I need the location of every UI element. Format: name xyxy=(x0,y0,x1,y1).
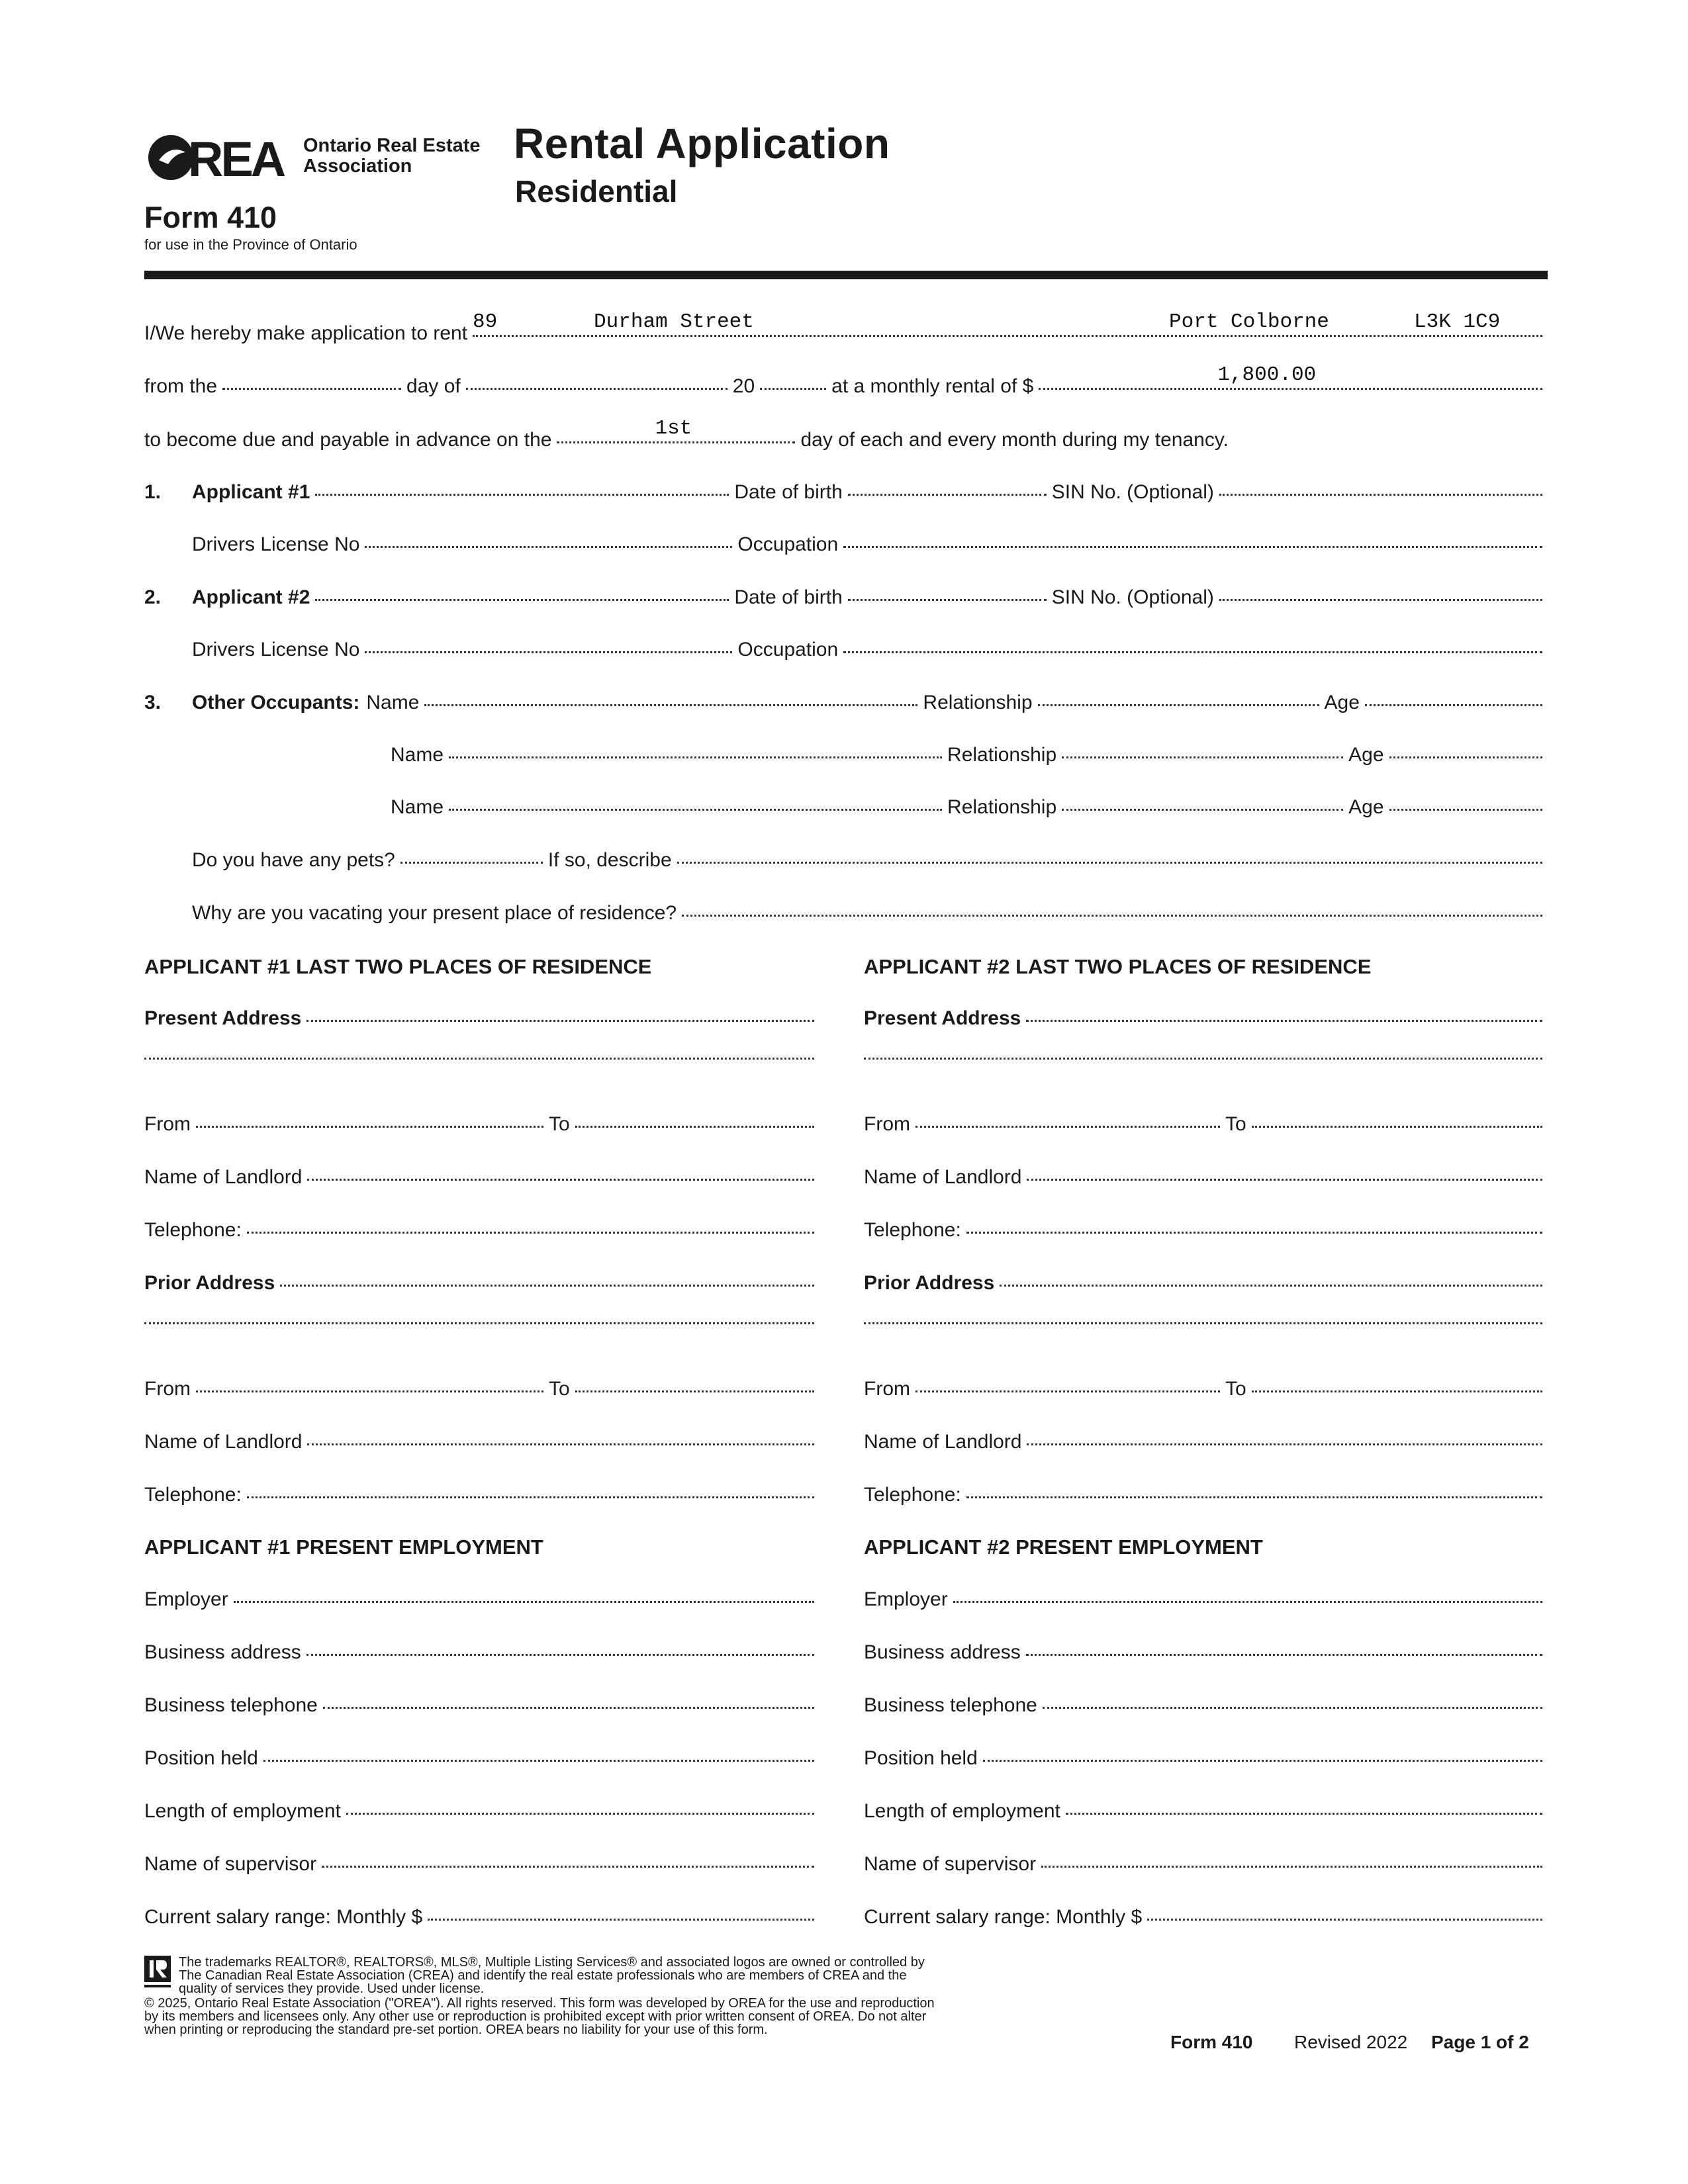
a2-present-address-row xyxy=(864,1007,1548,1030)
name-label: Name xyxy=(391,796,444,818)
a2-prior-landlord-field[interactable] xyxy=(1027,1443,1542,1445)
copyright-line: when printing or reproducing the standard pre-set portion. OREA bears no liability for your use of this form. xyxy=(144,2023,768,2037)
a2-business-address-field[interactable] xyxy=(1026,1654,1542,1656)
a1-prior-address-field[interactable] xyxy=(280,1285,814,1287)
a2-present-telephone-row xyxy=(864,1219,1548,1242)
telephone-label: Telephone: xyxy=(144,1484,242,1506)
trademark-line: quality of services they provide. Used under license. xyxy=(179,1981,485,1996)
a2-present-address-line2 xyxy=(864,1060,1548,1062)
rent-amount-value: 1,800.00 xyxy=(1217,363,1317,387)
a1-prior-landlord-row xyxy=(144,1431,820,1453)
length-label: Length of employment xyxy=(864,1800,1060,1822)
a1-length-field[interactable] xyxy=(346,1813,814,1815)
age-label: Age xyxy=(1348,796,1384,818)
year-field[interactable] xyxy=(760,388,826,390)
name-label: Name xyxy=(366,692,420,713)
a1-employer-field[interactable] xyxy=(234,1601,814,1603)
relationship-label: Relationship xyxy=(947,796,1057,818)
address-number-value: 89 xyxy=(473,310,498,334)
applicant1-residence-heading: APPLICANT #1 LAST TWO PLACES OF RESIDENCE xyxy=(144,955,652,978)
applicant2-name-field[interactable] xyxy=(315,599,729,601)
sin-label: SIN No. (Optional) xyxy=(1051,586,1214,608)
a2-salary-field[interactable] xyxy=(1147,1919,1542,1921)
applicant1-license-row xyxy=(192,533,1548,556)
applicant2-row xyxy=(144,586,1548,609)
a1-salary-row xyxy=(144,1906,820,1929)
length-label: Length of employment xyxy=(144,1800,341,1822)
footer-revised: Revised 2022 xyxy=(1294,2032,1408,2052)
occupant3-relationship-field[interactable] xyxy=(1062,809,1343,811)
to-label: To xyxy=(1225,1378,1246,1400)
pets-question-label: Do you have any pets? xyxy=(192,849,395,871)
due-day-field[interactable] xyxy=(557,417,795,443)
copyright-notice xyxy=(144,1997,1098,2036)
applicant1-occupation-field[interactable] xyxy=(843,546,1542,548)
telephone-label: Telephone: xyxy=(144,1219,242,1241)
org-name: Ontario Real Estate Association xyxy=(303,135,481,177)
a2-supervisor-field[interactable] xyxy=(1041,1866,1542,1868)
a1-business-address-field[interactable] xyxy=(306,1654,814,1656)
item-number: 2. xyxy=(144,586,162,608)
rent-amount-field[interactable] xyxy=(1039,363,1542,390)
page-subtitle: Residential xyxy=(515,174,678,208)
to-label: To xyxy=(1225,1113,1246,1135)
orea-logo xyxy=(144,126,297,184)
a2-business-address-row xyxy=(864,1641,1548,1664)
sin-label: SIN No. (Optional) xyxy=(1051,481,1214,503)
a2-business-telephone-field[interactable] xyxy=(1043,1707,1542,1709)
age-label: Age xyxy=(1324,692,1360,713)
a1-business-telephone-field[interactable] xyxy=(323,1707,814,1709)
a1-present-address-field[interactable] xyxy=(306,1020,814,1022)
applicant2-label: Applicant #2 xyxy=(192,586,310,608)
license-label: Drivers License No xyxy=(192,533,360,555)
occupant2-name-field[interactable] xyxy=(449,756,942,758)
a2-prior-address-row xyxy=(864,1272,1548,1295)
applicant2-employment-heading: APPLICANT #2 PRESENT EMPLOYMENT xyxy=(864,1535,1263,1559)
license-label: Drivers License No xyxy=(192,639,360,660)
a1-supervisor-field[interactable] xyxy=(322,1866,814,1868)
a1-present-address-field-2[interactable] xyxy=(144,1058,814,1060)
to-label: To xyxy=(549,1113,570,1135)
employer-label: Employer xyxy=(144,1588,228,1610)
due-suffix-label: day of each and every month during my tenancy. xyxy=(800,429,1229,451)
age-label: Age xyxy=(1348,744,1384,766)
due-day-value: 1st xyxy=(655,417,692,440)
svg-text:REA: REA xyxy=(188,132,284,184)
a1-prior-from-field[interactable] xyxy=(196,1390,543,1392)
realtor-logo-icon xyxy=(144,1956,171,1990)
telephone-label: Telephone: xyxy=(864,1219,961,1241)
a1-business-telephone-row xyxy=(144,1694,820,1717)
applicant1-row xyxy=(144,481,1548,504)
a2-prior-address-line2 xyxy=(864,1325,1548,1327)
a1-present-landlord-field[interactable] xyxy=(307,1179,814,1181)
occupant3-name-field[interactable] xyxy=(449,809,942,811)
a1-present-to-field[interactable] xyxy=(575,1126,814,1128)
supervisor-label: Name of supervisor xyxy=(864,1853,1037,1875)
applicant2-sin-field[interactable] xyxy=(1219,599,1542,601)
a1-present-address-line2 xyxy=(144,1060,820,1062)
a2-prior-dates-row xyxy=(864,1378,1548,1400)
a2-salary-row xyxy=(864,1906,1548,1929)
occupant2-relationship-field[interactable] xyxy=(1062,756,1343,758)
a2-present-landlord-row xyxy=(864,1166,1548,1189)
a1-present-telephone-row xyxy=(144,1219,820,1242)
business-address-label: Business address xyxy=(864,1641,1021,1663)
salary-label: Current salary range: Monthly $ xyxy=(144,1906,423,1928)
page-title: Rental Application xyxy=(514,120,890,167)
a2-present-address-field-2[interactable] xyxy=(864,1058,1542,1060)
header-rule xyxy=(144,271,1548,279)
a2-employer-field[interactable] xyxy=(953,1601,1542,1603)
dob-label: Date of birth xyxy=(734,481,843,503)
year-label: 20 xyxy=(732,375,755,397)
to-label: To xyxy=(549,1378,570,1400)
a2-prior-telephone-row xyxy=(864,1484,1548,1506)
from-day-field[interactable] xyxy=(222,388,401,390)
a1-prior-dates-row xyxy=(144,1378,820,1400)
name-label: Name xyxy=(391,744,444,766)
from-label: From xyxy=(144,1378,191,1400)
a2-present-from-field[interactable] xyxy=(915,1126,1220,1128)
rental-period-row xyxy=(144,363,1548,398)
applicant1-employment-heading: APPLICANT #1 PRESENT EMPLOYMENT xyxy=(144,1535,543,1559)
a1-present-landlord-row xyxy=(144,1166,820,1189)
dob-label: Date of birth xyxy=(734,586,843,608)
a2-business-telephone-row xyxy=(864,1694,1548,1717)
a2-prior-to-field[interactable] xyxy=(1252,1390,1542,1392)
a2-present-telephone-field[interactable] xyxy=(966,1232,1542,1234)
landlord-label: Name of Landlord xyxy=(864,1166,1022,1188)
rent-address-field[interactable] xyxy=(473,310,1542,337)
occupant3-age-field[interactable] xyxy=(1389,809,1542,811)
a2-length-field[interactable] xyxy=(1066,1813,1542,1815)
prior-address-label: Prior Address xyxy=(864,1272,995,1294)
a2-present-to-field[interactable] xyxy=(1252,1126,1542,1128)
applicant2-dob-field[interactable] xyxy=(848,599,1047,601)
a2-length-row xyxy=(864,1800,1548,1823)
applicant1-license-field[interactable] xyxy=(365,546,732,548)
vacating-row xyxy=(192,902,1548,925)
due-date-row xyxy=(144,417,1229,451)
occupant-row-2 xyxy=(391,744,1548,766)
address-street-value: Durham Street xyxy=(594,310,754,334)
vacating-field[interactable] xyxy=(682,915,1542,917)
from-label: From xyxy=(144,1113,191,1135)
a2-prior-telephone-field[interactable] xyxy=(966,1496,1542,1498)
a1-prior-address-row xyxy=(144,1272,820,1295)
a1-prior-telephone-field[interactable] xyxy=(247,1496,814,1498)
a2-employer-row xyxy=(864,1588,1548,1611)
a2-prior-address-field-2[interactable] xyxy=(864,1322,1542,1324)
applicant2-residence-heading: APPLICANT #2 LAST TWO PLACES OF RESIDENCE xyxy=(864,955,1372,978)
a1-prior-landlord-field[interactable] xyxy=(307,1443,814,1445)
applicant1-name-field[interactable] xyxy=(315,494,729,496)
trademark-line: The Canadian Real Estate Association (CREA) and identify the real estate professionals who are members of CREA and the xyxy=(179,1968,907,1983)
business-telephone-label: Business telephone xyxy=(144,1694,318,1716)
relationship-label: Relationship xyxy=(947,744,1057,766)
other-occupants-label: Other Occupants: xyxy=(192,692,360,713)
a1-prior-telephone-row xyxy=(144,1484,820,1506)
present-address-label: Present Address xyxy=(144,1007,302,1029)
a1-business-address-row xyxy=(144,1641,820,1664)
a2-prior-address-field[interactable] xyxy=(1000,1285,1542,1287)
footer-form-number: Form 410 xyxy=(1170,2032,1253,2052)
form-subtitle: for use in the Province of Ontario xyxy=(144,236,357,253)
position-label: Position held xyxy=(864,1747,978,1769)
a1-salary-field[interactable] xyxy=(428,1919,814,1921)
from-label: From xyxy=(864,1378,910,1400)
landlord-label: Name of Landlord xyxy=(144,1166,303,1188)
vacating-label: Why are you vacating your present place of residence? xyxy=(192,902,677,924)
a2-present-address-field[interactable] xyxy=(1026,1020,1542,1022)
applicant2-occupation-field[interactable] xyxy=(843,651,1542,653)
relationship-label: Relationship xyxy=(923,692,1033,713)
a2-present-dates-row xyxy=(864,1113,1548,1136)
telephone-label: Telephone: xyxy=(864,1484,961,1506)
monthly-rental-label: at a monthly rental of $ xyxy=(831,375,1034,397)
landlord-label: Name of Landlord xyxy=(144,1431,303,1453)
occupant1-relationship-field[interactable] xyxy=(1038,704,1319,706)
a2-prior-landlord-row xyxy=(864,1431,1548,1453)
footer-page-number: Page 1 of 2 xyxy=(1431,2032,1529,2052)
occupant1-name-field[interactable] xyxy=(424,704,917,706)
trademark-line: The trademarks REALTOR®, REALTORS®, MLS®, Multiple Listing Services® and associated logos are owned or controlled by xyxy=(179,1955,925,1970)
a1-present-dates-row xyxy=(144,1113,820,1136)
a1-present-telephone-field[interactable] xyxy=(247,1232,814,1234)
salary-label: Current salary range: Monthly $ xyxy=(864,1906,1143,1928)
item-number: 1. xyxy=(144,481,162,503)
a1-present-from-field[interactable] xyxy=(196,1126,543,1128)
employer-label: Employer xyxy=(864,1588,948,1610)
applicant2-license-row xyxy=(192,639,1548,661)
due-label: to become due and payable in advance on the xyxy=(144,429,552,451)
form-number: Form 410 xyxy=(144,201,277,234)
applicant1-dob-field[interactable] xyxy=(848,494,1047,496)
copyright-line: © 2025, Ontario Real Estate Association ("OREA"). All rights reserved. This form was developed by OREA for the use and reproduction xyxy=(144,1996,935,2011)
rent-address-row xyxy=(144,310,1548,345)
from-label: From xyxy=(864,1113,910,1135)
trademark-notice xyxy=(179,1956,1132,1995)
month-field[interactable] xyxy=(466,388,727,390)
pets-describe-field[interactable] xyxy=(677,862,1542,864)
prior-address-label: Prior Address xyxy=(144,1272,275,1294)
applicant1-sin-field[interactable] xyxy=(1219,494,1542,496)
occupation-label: Occupation xyxy=(737,533,839,555)
occupant-row-3 xyxy=(391,796,1548,819)
apply-label: I/We hereby make application to rent xyxy=(144,322,468,344)
business-address-label: Business address xyxy=(144,1641,301,1663)
a1-position-row xyxy=(144,1747,820,1770)
a2-position-field[interactable] xyxy=(983,1760,1542,1762)
a2-position-row xyxy=(864,1747,1548,1770)
a2-prior-from-field[interactable] xyxy=(915,1390,1220,1392)
occupant-row-1 xyxy=(144,692,1548,714)
applicant1-label: Applicant #1 xyxy=(192,481,310,503)
a1-supervisor-row xyxy=(144,1853,820,1876)
pets-row xyxy=(192,849,1548,872)
address-city-value: Port Colborne xyxy=(1169,310,1329,334)
position-label: Position held xyxy=(144,1747,258,1769)
pets-describe-label: If so, describe xyxy=(547,849,672,871)
business-telephone-label: Business telephone xyxy=(864,1694,1037,1716)
from-the-label: from the xyxy=(144,375,218,397)
a1-position-field[interactable] xyxy=(263,1760,814,1762)
supervisor-label: Name of supervisor xyxy=(144,1853,317,1875)
a1-length-row xyxy=(144,1800,820,1823)
copyright-line: by its members and licensees only. Any other use or reproduction is prohibited except with prior written consent of OREA. Do not alter xyxy=(144,2009,927,2024)
occupation-label: Occupation xyxy=(737,639,839,660)
a1-prior-address-line2 xyxy=(144,1325,820,1327)
a2-present-landlord-field[interactable] xyxy=(1027,1179,1542,1181)
item-number: 3. xyxy=(144,692,162,713)
occupant2-age-field[interactable] xyxy=(1389,756,1542,758)
day-of-label: day of xyxy=(406,375,461,397)
a1-employer-row xyxy=(144,1588,820,1611)
occupant1-age-field[interactable] xyxy=(1365,704,1542,706)
applicant2-license-field[interactable] xyxy=(365,651,732,653)
a1-prior-address-field-2[interactable] xyxy=(144,1322,814,1324)
a1-prior-to-field[interactable] xyxy=(575,1390,814,1392)
address-postal-value: L3K 1C9 xyxy=(1414,310,1501,334)
a1-present-address-row xyxy=(144,1007,820,1030)
landlord-label: Name of Landlord xyxy=(864,1431,1022,1453)
present-address-label: Present Address xyxy=(864,1007,1021,1029)
pets-field[interactable] xyxy=(400,862,543,864)
a2-supervisor-row xyxy=(864,1853,1548,1876)
